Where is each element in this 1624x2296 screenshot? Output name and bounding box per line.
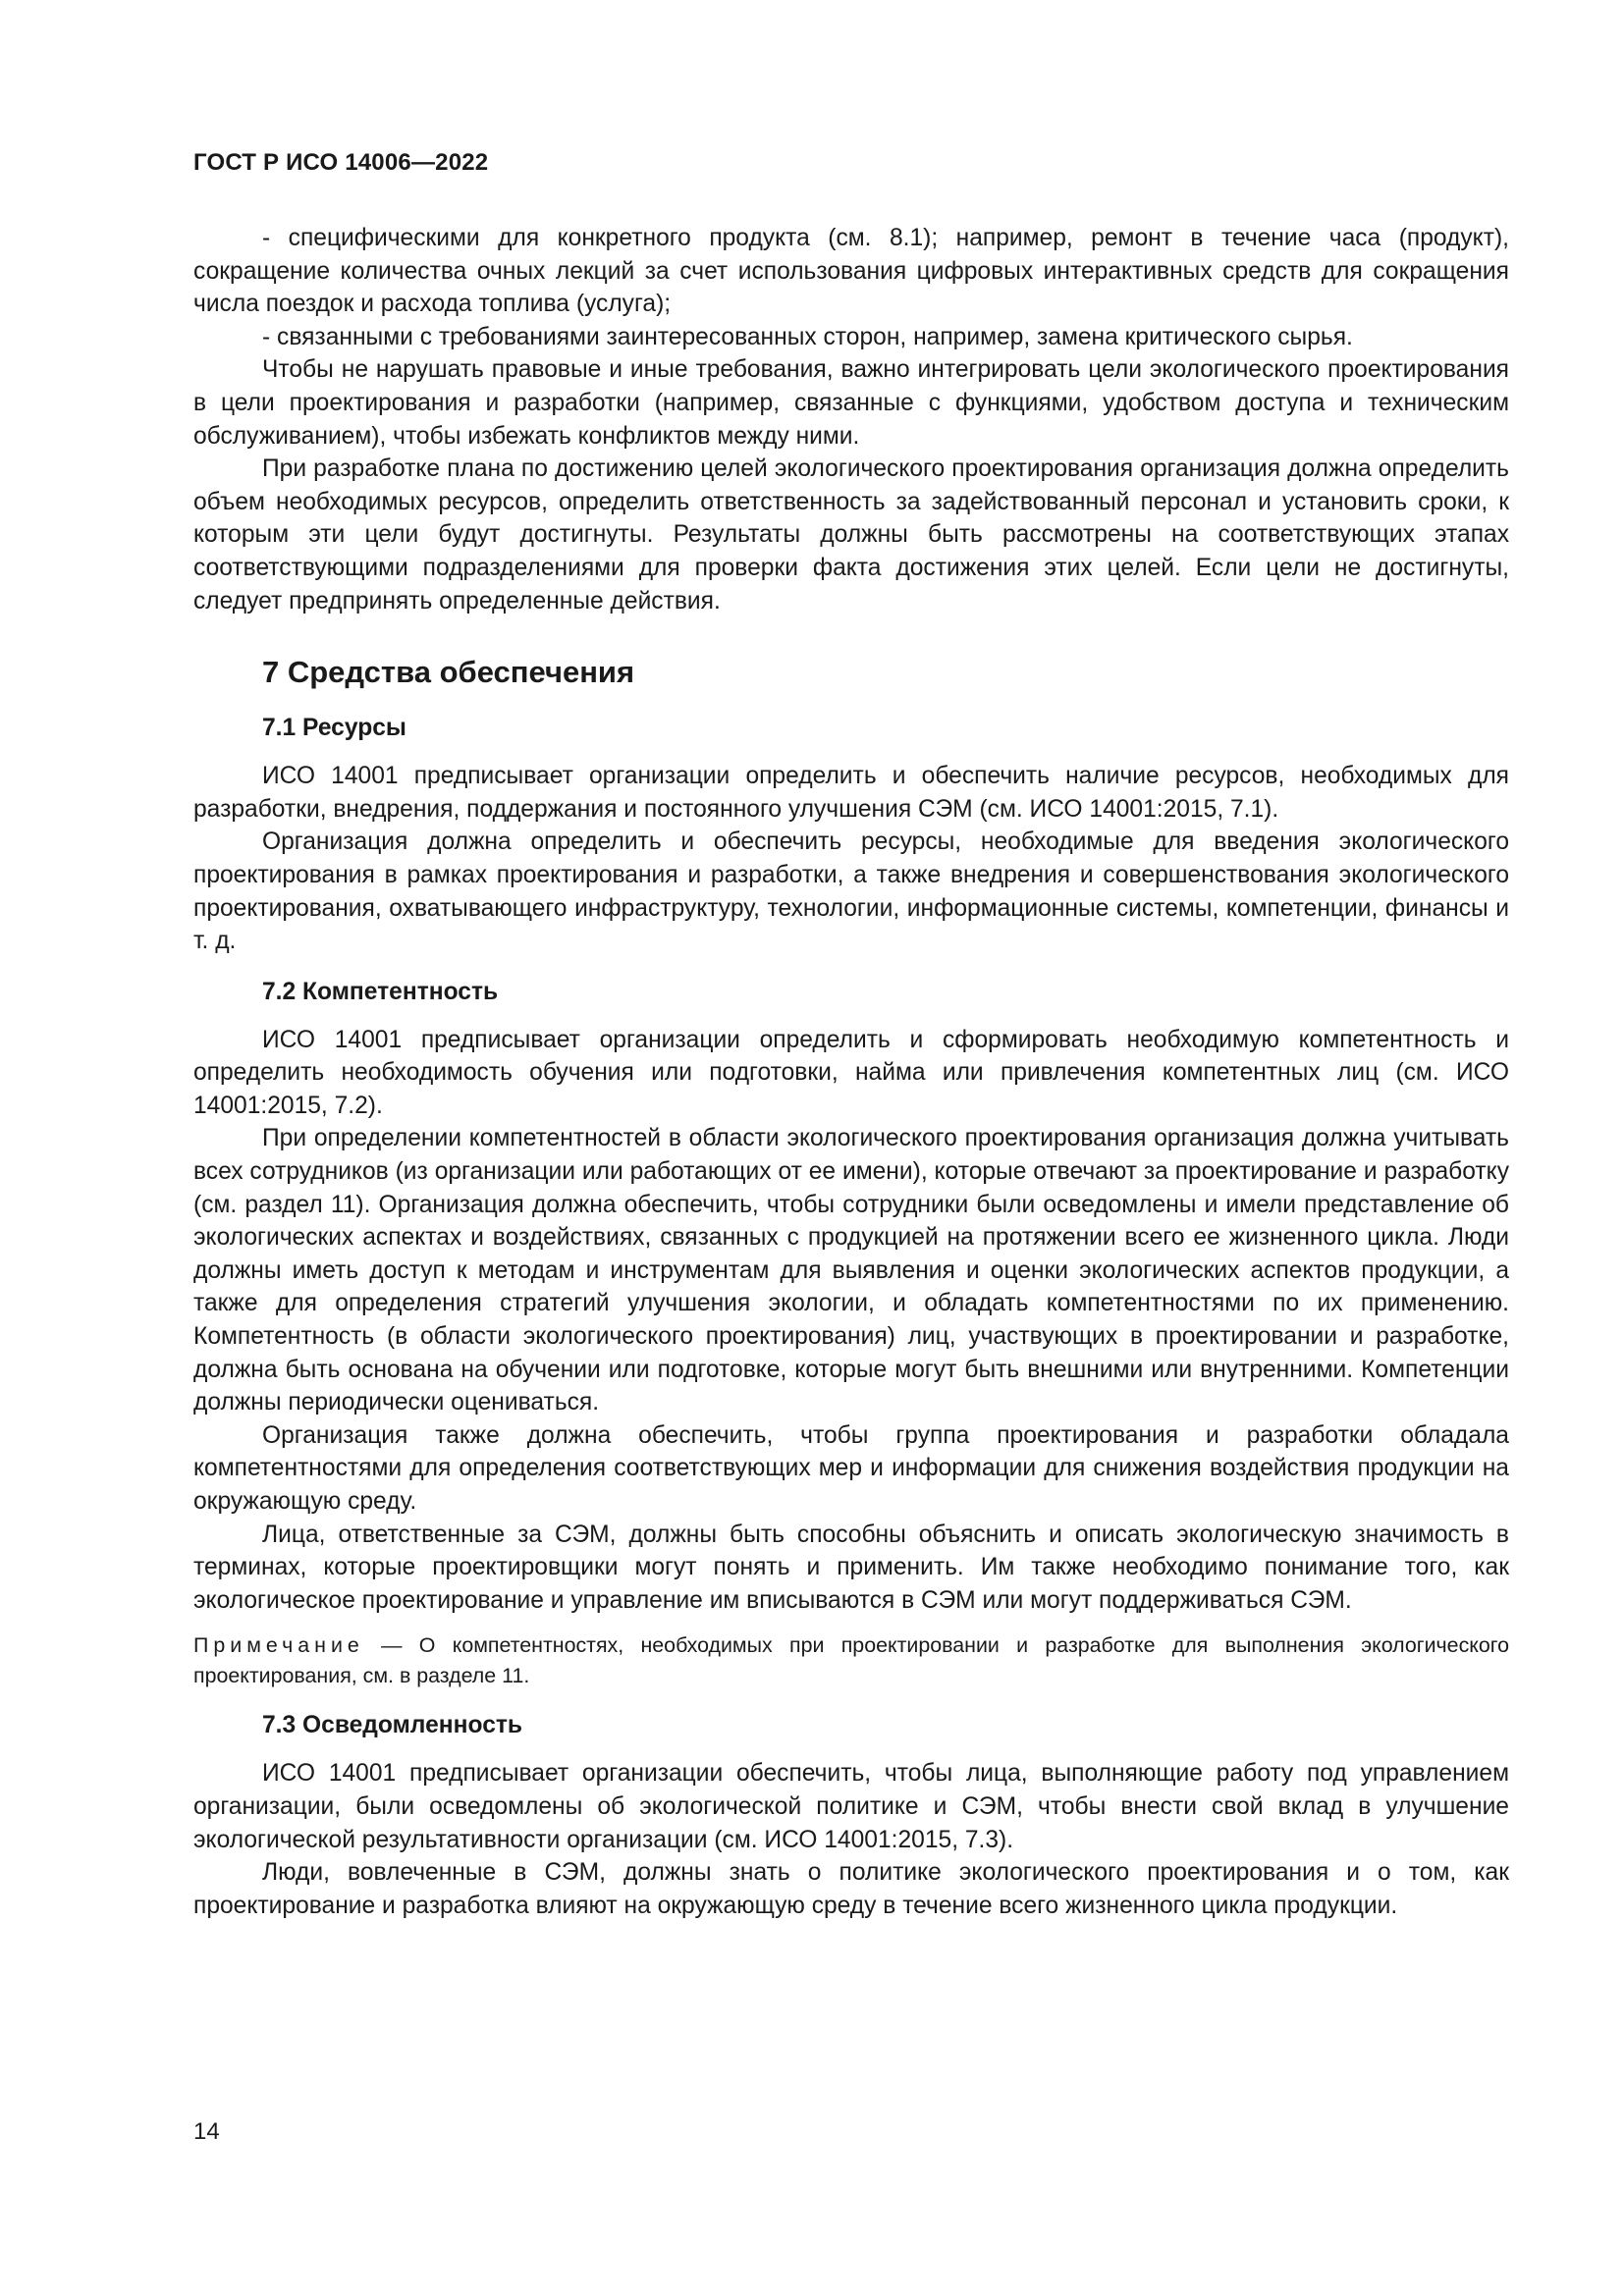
paragraph: Организация должна определить и обеспечить ресурсы, необходимые для введения экологического проектирования в рамках проектирования и разработки, а также внедрения и совершенствования экологического проектирования, охватывающего инфраструктуру, технологии, информационные системы, компетенции, финансы и т. д. bbox=[193, 828, 1509, 955]
list-item: - специфическими для конкретного продукта (см. 8.1); например, ремонт в течение часа (продукт), сокращение количества очных лекций за счет использования цифровых интерактивных средств для сокращения числа поездок и расхода топлива (услуга); bbox=[193, 225, 1509, 318]
paragraph: Люди, вовлеченные в СЭМ, должны знать о политике экологического проектирования и о том, как проектирование и разработка влияют на окружающую среду в течение всего жизненного цикла продукции. bbox=[193, 1859, 1509, 1919]
subsection-title: 7.1 Ресурсы bbox=[262, 715, 406, 742]
document-body bbox=[193, 222, 1509, 1922]
paragraph: Чтобы не нарушать правовые и иные требования, важно интегрировать цели экологического проектирования в цели проектирования и разработки (например, связанные с функциями, удобством доступа и техническим обслуживанием), чтобы избежать конфликтов между ними. bbox=[193, 356, 1509, 450]
note-label: Примечание bbox=[193, 1633, 364, 1658]
note bbox=[193, 1630, 1509, 1691]
page-number: 14 bbox=[193, 2118, 220, 2145]
paragraph: ИСО 14001 предписывает организации определить и обеспечить наличие ресурсов, необходимых для разработки, внедрения, поддержания и постоянного улучшения СЭМ (см. ИСО 14001:2015, 7.1). bbox=[193, 763, 1509, 823]
paragraph: Лица, ответственные за СЭМ, должны быть способны объяснить и описать экологическую значимость в терминах, которые проектировщики могут понять и применить. Им также необходимо понимание того, как экологическое проектирование и управление им вписываются в СЭМ или могут поддерживаться СЭМ. bbox=[193, 1521, 1509, 1614]
paragraph: При разработке плана по достижению целей экологического проектирования организация должна определить объем необходимых ресурсов, определить ответственность за задействованный персонал и установить сроки, к которым эти цели будут достигнуты. Результаты должны быть рассмотрены на соответствующих этапах соответствующими подразделениями для проверки факта достижения этих целей. Если цели не достигнуты, следует предпринять определенные действия. bbox=[193, 455, 1509, 614]
list-item: - связанными с требованиями заинтересованных сторон, например, замена критического сырья. bbox=[262, 323, 1353, 350]
paragraph: Организация также должна обеспечить, чтобы группа проектирования и разработки обладала компетентностями для определения соответствующих мер и информации для снижения воздействия продукции на окружающую среду. bbox=[193, 1421, 1509, 1515]
paragraph: ИСО 14001 предписывает организации определить и сформировать необходимую компетентность и определить необходимость обучения или подготовки, найма или привлечения компетентных лиц (см. ИСО 14001:2015, 7.2). bbox=[193, 1026, 1509, 1119]
note-text: — О компетентностях, необходимых при проектировании и разработке для выполнения экологического проектирования, см. в разделе 11. bbox=[193, 1633, 1509, 1688]
document-code-header: ГОСТ Р ИСО 14006—2022 bbox=[193, 149, 489, 176]
paragraph: ИСО 14001 предписывает организации обеспечить, чтобы лица, выполняющие работу под управлением организации, были осведомлены об экологической политике и СЭМ, чтобы внести свой вклад в улучшение экологической результативности организации (см. ИСО 14001:2015, 7.3). bbox=[193, 1760, 1509, 1853]
subsection-title: 7.3 Осведомленность bbox=[262, 1712, 523, 1739]
subsection-title: 7.2 Компетентность bbox=[262, 978, 499, 1005]
section-title: 7 Средства обеспечения bbox=[262, 655, 635, 690]
paragraph: При определении компетентностей в области экологического проектирования организация должна учитывать всех сотрудников (из организации или работающих от ее имени), которые отвечают за проектирование и разработку (см. раздел 11). Организация должна обеспечить, чтобы сотрудники были осведомлены и имели представление об экологических аспектах и воздействиях, связанных с продукцией на протяжении всего ее жизненного цикла. Люди должны иметь доступ к методам и инструментам для выявления и оценки экологических аспектов продукции, а также для определения стратегий улучшения экологии, и обладать компетентностями по их применению. Компетентность (в области экологического проектирования) лиц, участвующих в проектировании и разработке, должна быть основана на обучении или подготовке, которые могут быть внешними или внутренними. Компетенции должны периодически оцениваться. bbox=[193, 1125, 1509, 1416]
